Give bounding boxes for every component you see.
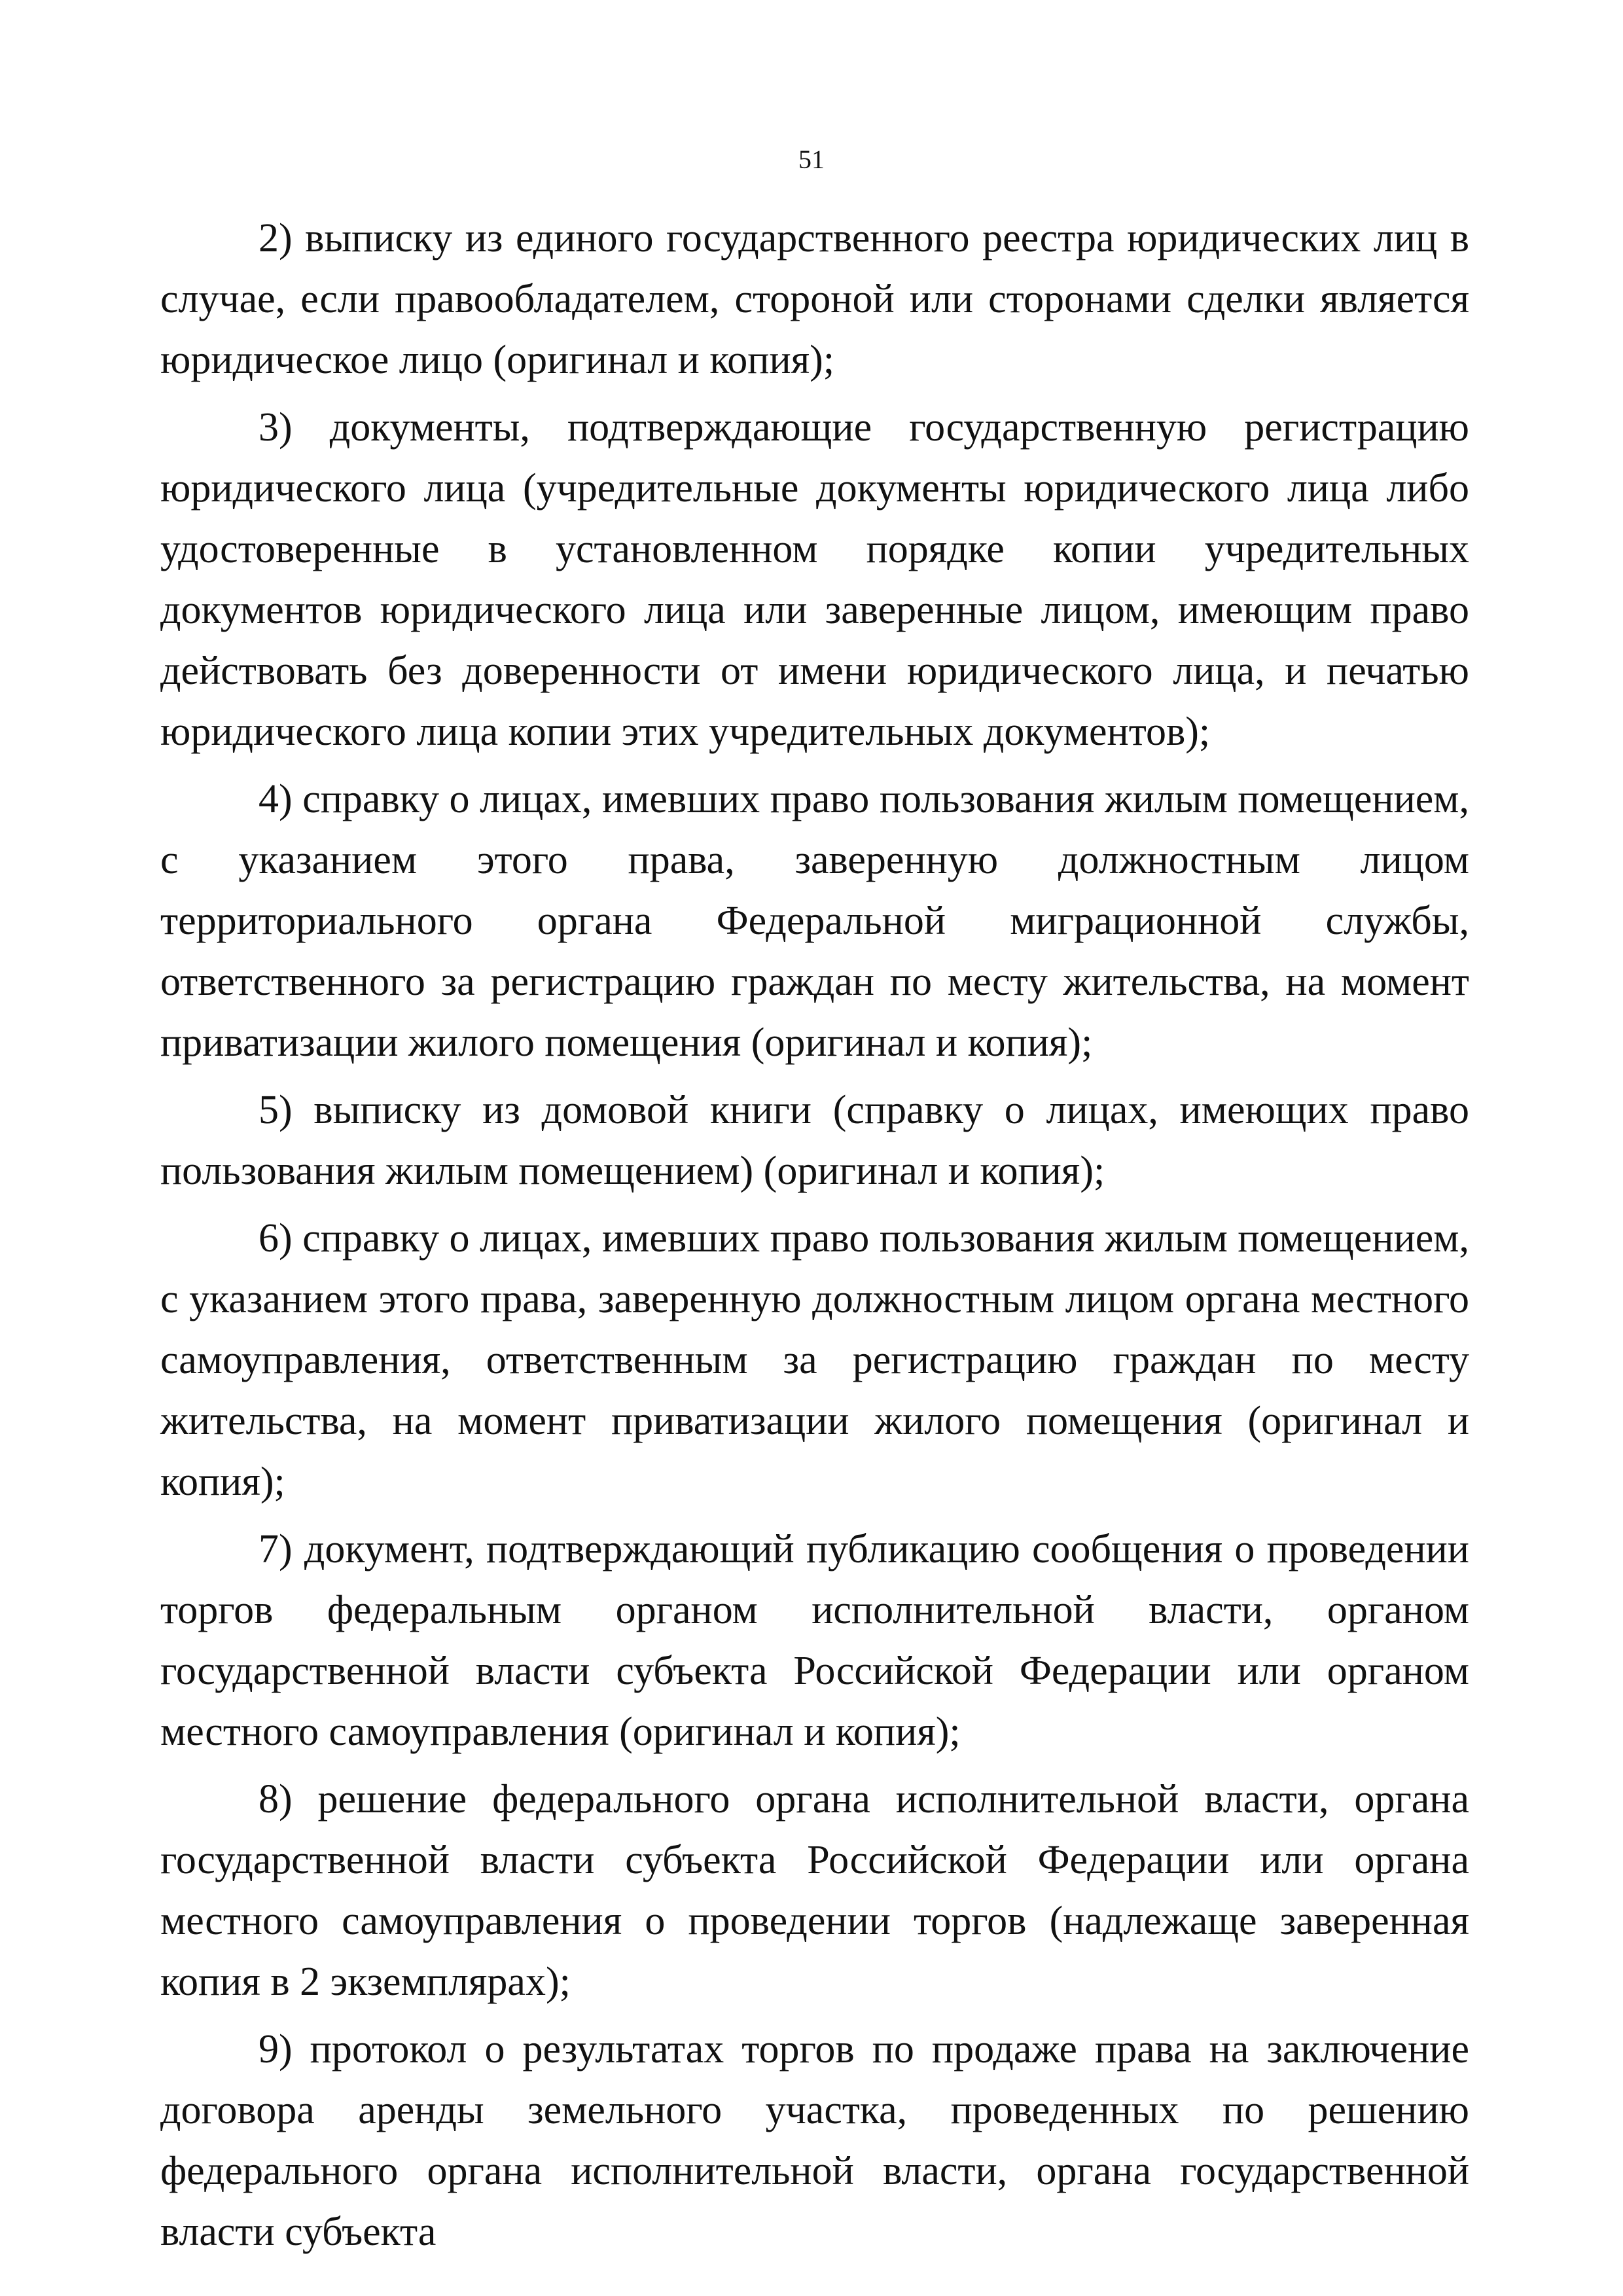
paragraph-item-7: 7) документ, подтверждающий публикацию сообщения о проведении торгов федеральным органом исполнительной власти, органом государственной власти субъекта Российской Федерации или органом местного самоуправления (оригинал и копия); [160, 1527, 1469, 1754]
page-number: 51 [798, 145, 825, 174]
paragraph-item-9: 9) протокол о результатах торгов по продаже права на заключение договора аренды земельного участка, проведенных по решению федерального органа исполнительной власти, органа государственной власти субъекта [160, 2027, 1469, 2254]
paragraph-item-2: 2) выписку из единого государственного реестра юридических лиц в случае, если правообладателем, стороной или сторонами сделки является юридическое лицо (оригинал и копия); [160, 216, 1469, 382]
paragraph-item-5: 5) выписку из домовой книги (справку о лицах, имеющих право пользования жилым помещением) (оригинал и копия); [160, 1088, 1469, 1193]
paragraph-item-8: 8) решение федерального органа исполнительной власти, органа государственной власти субъекта Российской Федерации или органа местного самоуправления о проведении торгов (надлежаще заверенная копия в 2 экземплярах); [160, 1777, 1469, 2004]
paragraph-item-6: 6) справку о лицах, имевших право пользования жилым помещением, с указанием этого права, заверенную должностным лицом органа местного самоуправления, ответственным за регистрацию граждан по месту жительства, на момент приватизации жилого помещения (оригинал и копия); [160, 1216, 1469, 1504]
document-body [160, 208, 1469, 2269]
paragraph-item-4: 4) справку о лицах, имевших право пользования жилым помещением, с указанием этого права, заверенную должностным лицом территориального органа Федеральной миграционной службы, ответственного за регистрацию граждан по месту жительства, на момент приватизации жилого помещения (оригинал и копия); [160, 777, 1469, 1065]
paragraph-item-3: 3) документы, подтверждающие государственную регистрацию юридического лица (учредительные документы юридического лица либо удостоверенные в установленном порядке копии учредительных документов юридического лица или заверенные лицом, имеющим право действовать без доверенности от имени юридического лица, и печатью юридического лица копии этих учредительных документов); [160, 405, 1469, 754]
